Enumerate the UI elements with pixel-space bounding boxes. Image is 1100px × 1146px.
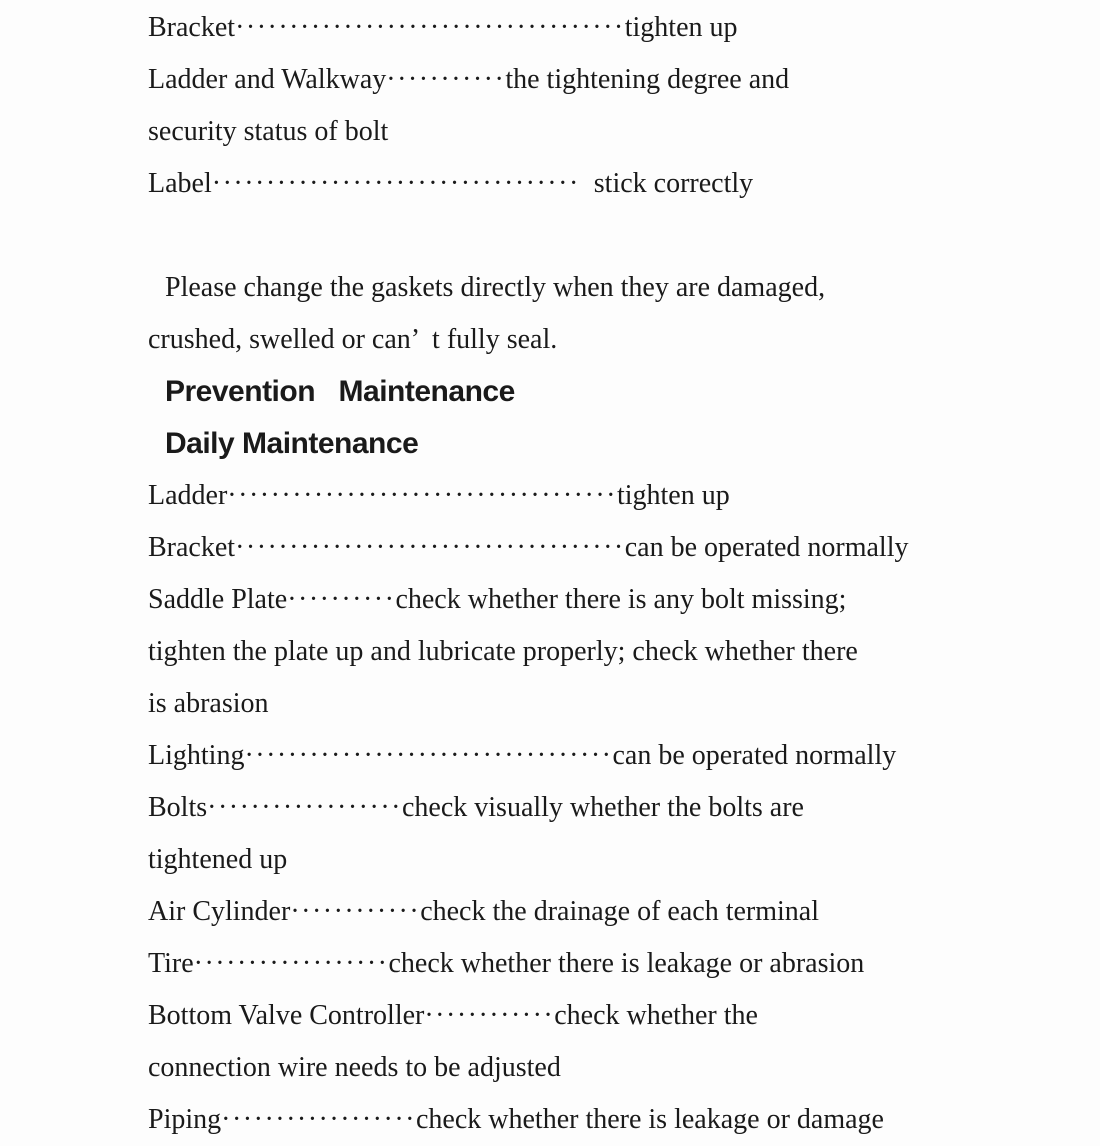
continuation-line: tighten the plate up and lubricate properly; check whether there bbox=[148, 636, 858, 667]
checklist-entry-line bbox=[148, 938, 1060, 990]
checklist-entry-line bbox=[148, 2, 1060, 54]
continuation-line: connection wire needs to be adjusted bbox=[148, 1052, 561, 1083]
section-heading: Daily Maintenance bbox=[165, 427, 419, 460]
continuation-line: crushed, swelled or can’ t fully seal. bbox=[148, 324, 558, 355]
entry-description: check whether the bbox=[554, 1000, 758, 1031]
entry-description: can be operated normally bbox=[612, 740, 897, 771]
section-heading: Prevention Maintenance bbox=[165, 375, 515, 408]
dot-leader: ·················· bbox=[193, 948, 389, 979]
entry-term: Bottom Valve Controller bbox=[148, 1000, 425, 1031]
checklist-entry-line bbox=[148, 54, 1060, 106]
checklist-entry-line bbox=[148, 990, 1060, 1042]
dot-leader: ·················· bbox=[207, 792, 402, 823]
checklist-entry-line bbox=[148, 1094, 1060, 1146]
entry-description: tighten up bbox=[616, 480, 730, 511]
entry-description: check the drainage of each terminal bbox=[420, 896, 819, 927]
entry-term: Piping bbox=[148, 1104, 222, 1135]
dot-leader: ············ bbox=[424, 1000, 555, 1031]
entry-term: Ladder bbox=[148, 480, 228, 511]
checklist-entry-line bbox=[148, 522, 1060, 574]
document-body bbox=[148, 2, 1060, 1146]
entry-term: Air Cylinder bbox=[148, 896, 291, 927]
dot-leader: ·········· bbox=[287, 584, 396, 615]
checklist-entry-line bbox=[148, 782, 1060, 834]
entry-description: check whether there is any bolt missing; bbox=[395, 584, 847, 615]
entry-term: Bracket bbox=[148, 532, 236, 563]
dot-leader: ··········· bbox=[386, 64, 506, 95]
entry-description: can be operated normally bbox=[624, 532, 909, 563]
dot-leader: ············ bbox=[290, 896, 421, 927]
dot-leader: ···································· bbox=[227, 480, 617, 511]
entry-description: tighten up bbox=[624, 12, 738, 43]
entry-description: check whether there is leakage or damage bbox=[415, 1104, 884, 1135]
entry-term: Bolts bbox=[148, 792, 208, 823]
checklist-entry-line bbox=[148, 470, 1060, 522]
entry-description: the tightening degree and bbox=[505, 64, 790, 95]
entry-term: Saddle Plate bbox=[148, 584, 288, 615]
entry-term: Bracket bbox=[148, 12, 236, 43]
dot-leader: ···································· bbox=[235, 532, 625, 563]
continuation-line: tightened up bbox=[148, 844, 288, 875]
blank-line bbox=[148, 210, 1060, 262]
dot-leader: ·················· bbox=[221, 1104, 416, 1135]
entry-term: Label bbox=[148, 168, 212, 199]
checklist-entry-line bbox=[148, 730, 1060, 782]
dot-leader: ·································· bbox=[211, 168, 580, 199]
checklist-entry-line bbox=[148, 158, 1060, 210]
entry-description: check whether there is leakage or abrasion bbox=[388, 948, 865, 979]
continuation-line: security status of bolt bbox=[148, 116, 389, 147]
checklist-entry-line bbox=[148, 574, 1060, 626]
continuation-line: is abrasion bbox=[148, 688, 269, 719]
dot-leader: ·································· bbox=[244, 740, 613, 771]
entry-description: check visually whether the bolts are bbox=[401, 792, 804, 823]
entry-term: Tire bbox=[148, 948, 194, 979]
entry-term: Ladder and Walkway bbox=[148, 64, 387, 95]
paragraph-line: Please change the gaskets directly when they are damaged, bbox=[165, 272, 826, 303]
checklist-entry-line bbox=[148, 886, 1060, 938]
dot-leader: ···································· bbox=[235, 12, 625, 43]
entry-term: Lighting bbox=[148, 740, 245, 771]
entry-description: stick correctly bbox=[579, 168, 754, 199]
